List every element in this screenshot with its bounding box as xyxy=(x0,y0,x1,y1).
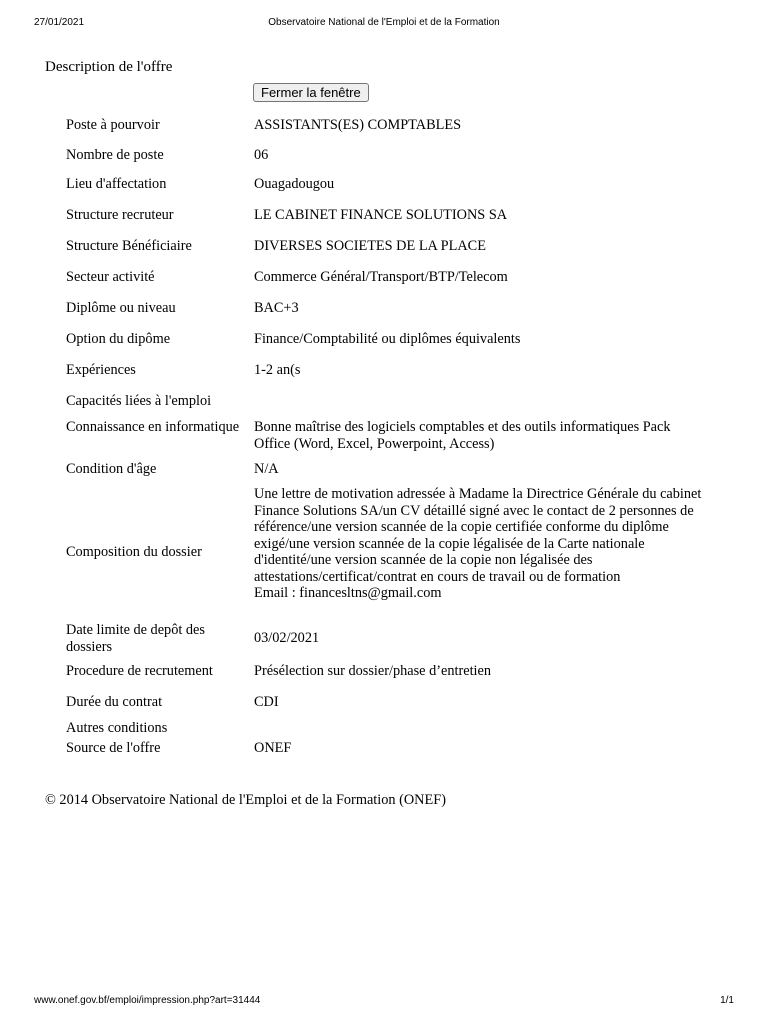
field-value: Ouagadougou xyxy=(254,176,335,192)
field-value: Présélection sur dossier/phase d’entretien xyxy=(254,663,492,679)
print-footer-url: www.onef.gov.bf/emploi/impression.php?art=31444 xyxy=(34,995,261,1006)
field-value: 03/02/2021 xyxy=(254,630,320,646)
field-value: DIVERSES SOCIETES DE LA PLACE xyxy=(254,238,486,254)
field-label: Date limite de depôt des dossiers xyxy=(66,622,205,655)
field-value: ASSISTANTS(ES) COMPTABLES xyxy=(254,117,462,133)
field-value: ONEF xyxy=(254,740,292,756)
field-value: Bonne maîtrise des logiciels comptables et des outils informatiques Pack Office (Word, Excel, Powerpoint, Access) xyxy=(254,419,671,452)
field-value: Une lettre de motivation adressée à Madame la Directrice Générale du cabinet Finance Solutions SA/un CV détaillé signé avec le contact de 2 personnes de référence/une version scannée de la copie certifiée conforme du diplôme exigé/une version scannée de la copie légalisée de la Carte nationale d'identité/une version scannée de la copie non légalisée des attestations/certificat/contrat en cours de travail ou de formation Email : financesltns@gmail.com xyxy=(254,486,702,601)
field-label: Secteur activité xyxy=(66,269,155,285)
copyright-notice: © 2014 Observatoire National de l'Emploi et de la Formation (ONEF) xyxy=(45,792,446,808)
page-number: 1/1 xyxy=(720,995,734,1006)
field-value: CDI xyxy=(254,694,279,710)
field-label: Durée du contrat xyxy=(66,694,163,710)
field-label: Autres conditions xyxy=(66,720,168,736)
close-window-button[interactable]: Fermer la fenêtre xyxy=(253,83,369,102)
field-value: N/A xyxy=(254,461,279,477)
print-date: 27/01/2021 xyxy=(34,17,85,28)
field-value: LE CABINET FINANCE SOLUTIONS SA xyxy=(254,207,508,223)
field-value: 06 xyxy=(254,147,269,163)
field-label: Structure recruteur xyxy=(66,207,174,223)
field-label: Condition d'âge xyxy=(66,461,157,477)
field-label: Capacités liées à l'emploi xyxy=(66,393,212,409)
field-label: Option du dipôme xyxy=(66,331,171,347)
field-label: Nombre de poste xyxy=(66,147,164,163)
field-value: Finance/Comptabilité ou diplômes équivalents xyxy=(254,331,521,347)
field-label: Connaissance en informatique xyxy=(66,419,240,435)
section-title: Description de l'offre xyxy=(45,59,173,75)
field-label: Lieu d'affectation xyxy=(66,176,167,192)
field-label: Procedure de recrutement xyxy=(66,663,213,679)
field-label: Poste à pourvoir xyxy=(66,117,160,133)
field-value: Commerce Général/Transport/BTP/Telecom xyxy=(254,269,508,285)
field-value: BAC+3 xyxy=(254,300,299,316)
field-label: Diplôme ou niveau xyxy=(66,300,176,316)
field-label: Composition du dossier xyxy=(66,544,202,560)
field-label: Source de l'offre xyxy=(66,740,161,756)
field-label: Expériences xyxy=(66,362,136,378)
field-label: Structure Bénéficiaire xyxy=(66,238,192,254)
print-header-title: Observatoire National de l'Emploi et de la Formation xyxy=(268,17,500,28)
field-value: 1-2 an(s xyxy=(254,362,301,378)
